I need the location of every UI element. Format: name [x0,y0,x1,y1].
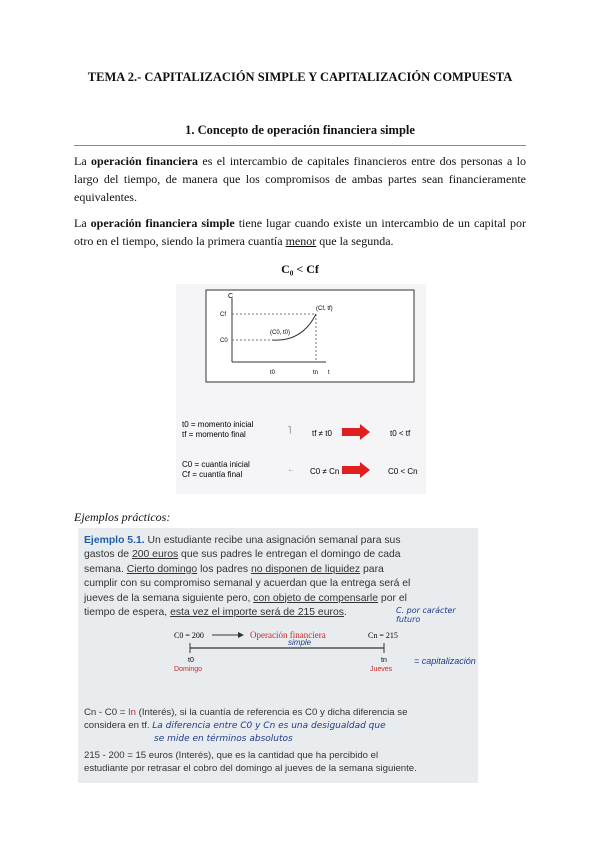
timeline-jueves: Jueves [370,666,393,673]
x-tick-tn: tn [313,370,319,376]
timeline-tn: tn [381,657,387,664]
handwritten-note-2: se mide en términos absolutos [154,734,293,744]
point-final-label: (Cf, tf) [316,306,333,312]
capitalization-diagram [176,284,426,494]
legend-tf: tf = momento final [182,430,246,439]
timeline-operation: Operación financiera [250,630,326,640]
timeline-c0: C0 = 200 [174,631,204,640]
brace-2: ← [288,467,294,473]
timeline-diagram [78,626,478,686]
relation-time: tf ≠ t0 [312,429,332,438]
example-explanation: Cn - C0 = In (Interés), si la cuantía de referencia es C0 y dicha diferencia se considera en tf. La diferencia entre C0 y Cn es una desigualdad que se mide en términos absolutos 215 - 200 = 15 euros (Interés), que es la cantidad que ha percibido el estudiante por retrasar el cobro del domingo al jueves de la semana siguiente. [84,706,474,775]
x-tick-t0: t0 [270,370,276,376]
arrow-right-icon [238,632,244,638]
timeline-domingo: Domingo [174,666,203,673]
figure-capitalization [176,284,426,494]
y-tick-cf: Cf [220,312,226,318]
timeline-t0: t0 [188,657,194,664]
example-statement: Ejemplo 5.1. Un estudiante recibe una asignación semanal para sus gastos de 200 euros que sus padres le entregan el domingo de cada semana. Cierto domingo los padres no disponen de liquidez para cumplir con su compromiso semanal y acuerdan que la entrega será el jueves de la semana siguiente pero, con objeto de compensarle por el tiempo de espera, esta vez el importe será de 215 euros. [84,535,411,619]
y-axis-label: C [228,293,234,300]
legend-cf: Cf = cuantía final [182,470,243,479]
document-title: TEMA 2.- CAPITALIZACIÓN SIMPLE Y CAPITALIZACIÓN COMPUESTA [87,70,513,84]
relation-amount: C0 ≠ Cn [310,467,340,476]
section-divider [74,145,526,146]
legend-t0: t0 = momento inicial [182,420,254,429]
handwritten-note-future: C. por carácter futuro [396,606,456,624]
plot-frame [206,290,414,382]
y-tick-c0: C0 [220,338,228,344]
handwritten-simple: simple [288,638,312,647]
arrow-right-red-icon [342,424,370,440]
timeline-cn: Cn = 215 [368,631,398,640]
arrow-right-red-icon [342,462,370,478]
result-amount: C0 < Cn [388,467,418,476]
brace-1: ⎤ [288,428,291,434]
x-axis-label: t [328,370,330,376]
handwritten-capitalizacion: = capitalización [414,656,476,666]
point-initial-label: (C0, t0) [270,330,291,336]
legend-c0: C0 = cuantía inicial [182,460,250,469]
equation: C₀ < Cf [281,262,319,276]
paragraph-definition: La operación financiera es el intercambio de capitales financieros entre dos personas a lo largo del tiempo, de manera que los compromisos de ambas partes sean financieramente equivalentes. [74,154,527,204]
result-time: t0 < tf [390,429,411,438]
section-heading: 1. Concepto de operación financiera simple [185,123,415,137]
example-heading: Ejemplo 5.1. [84,535,145,546]
paragraph-simple-operation: La operación financiera simple tiene lugar cuando existe un intercambio de un capital por otro en el tiempo, siendo la primera cuantía menor que la segunda. [74,216,527,248]
example-box [78,528,478,783]
handwritten-note-1: La diferencia entre C0 y Cn es una desigualdad que [152,721,386,731]
examples-label: Ejemplos prácticos: [74,510,171,524]
